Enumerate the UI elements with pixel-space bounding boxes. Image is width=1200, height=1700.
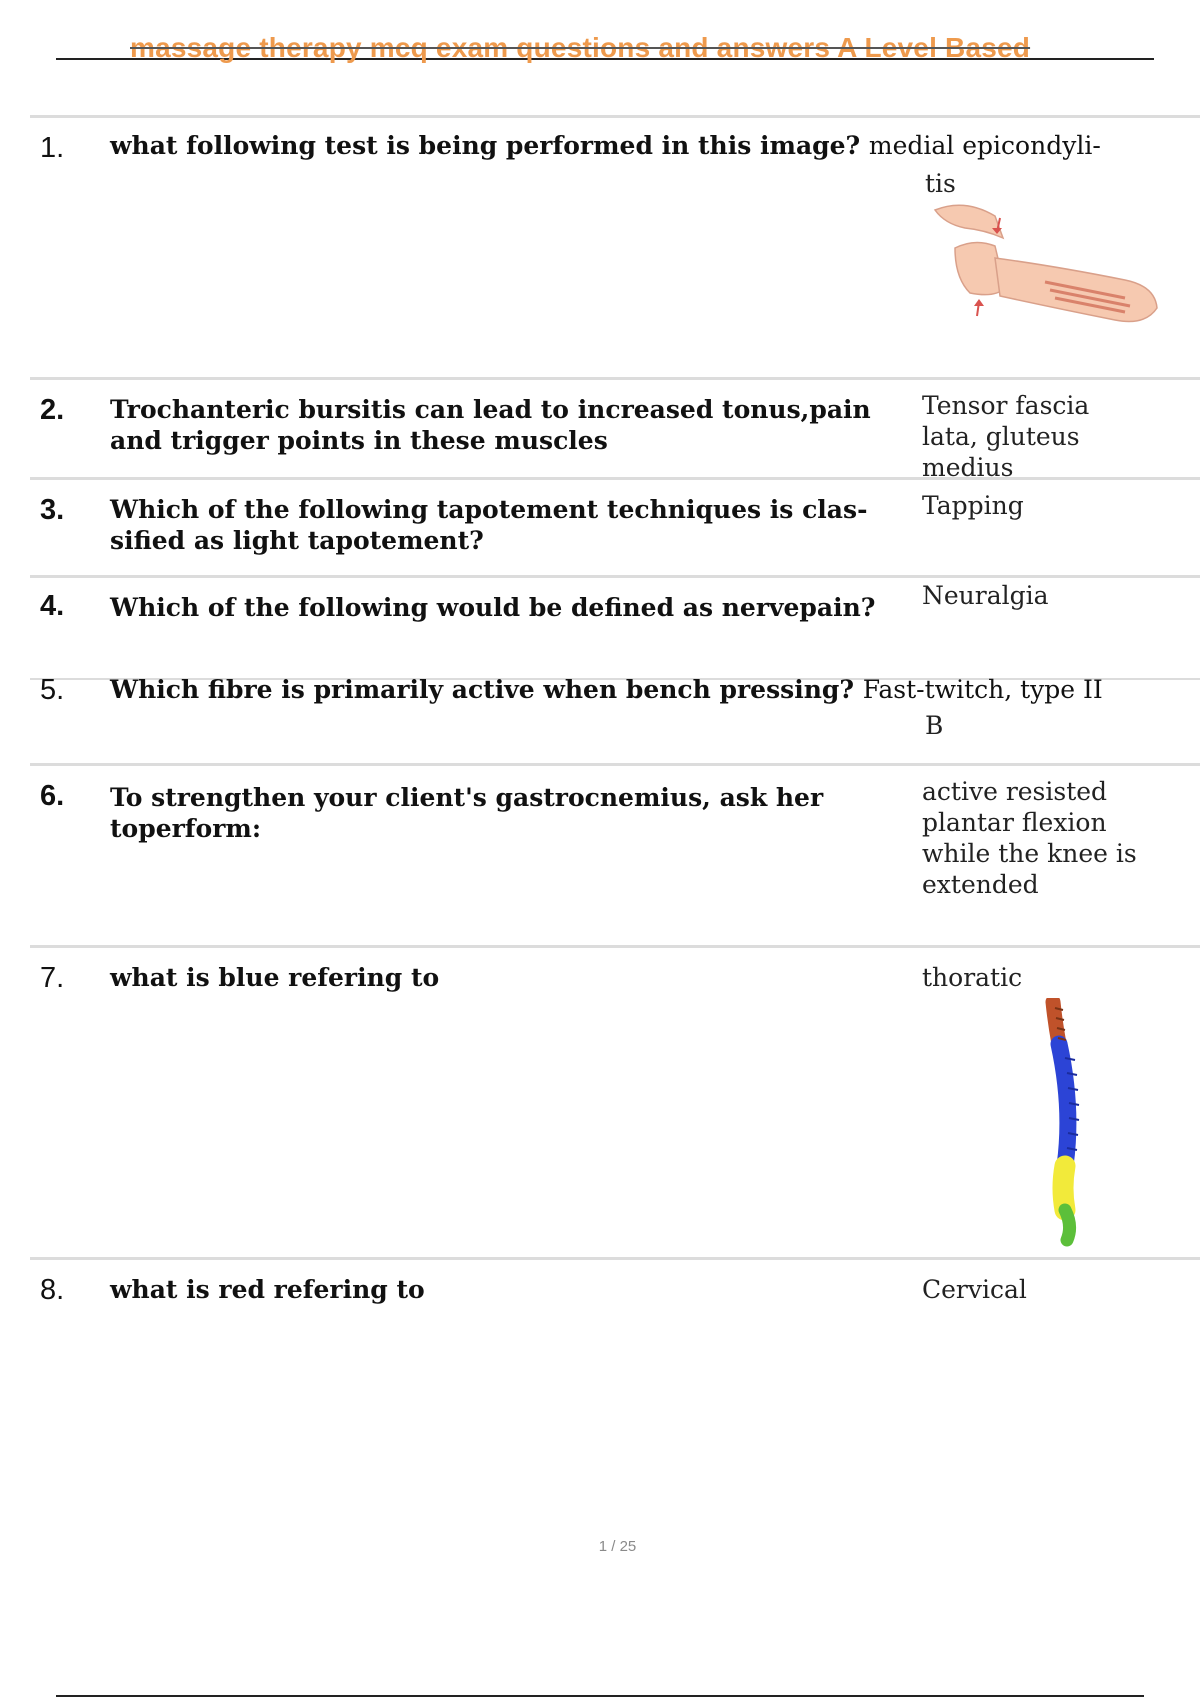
question-row-5 <box>30 674 1200 765</box>
question-text <box>110 130 1200 161</box>
answer-text: Neuralgia <box>922 581 1049 610</box>
question-number: 8. <box>40 1274 65 1306</box>
question-row-3 <box>30 477 1200 578</box>
question-number: 2. <box>40 394 65 426</box>
spine-icon <box>1015 998 1095 1248</box>
question-text <box>110 674 1200 705</box>
question-number: 1. <box>40 132 65 164</box>
document-title: massage therapy mcq exam questions and answers A Level Based <box>130 32 1031 63</box>
question-row-6 <box>30 763 1200 948</box>
question-text: what is blue refering to <box>110 963 440 992</box>
answer-text: active resisted plantar flexion while the knee is extended <box>922 777 1137 899</box>
page-indicator: 1 / 25 <box>598 1538 637 1555</box>
answer-text: Tapping <box>922 491 1024 520</box>
question-number: 4. <box>40 590 65 622</box>
question-row-4 <box>30 575 1200 681</box>
footer-rule <box>56 1695 1144 1697</box>
question-row-7 <box>30 945 1200 1260</box>
question-text: Which of the following would be defined as nervepain? <box>110 593 876 622</box>
answer-text: medial epicondyli- <box>868 131 1101 160</box>
answer-text: thoratic <box>922 963 1023 992</box>
question-row-8 <box>30 1257 1200 1460</box>
question-label: Which fibre is primarily active when bench pressing? <box>110 675 855 704</box>
question-row-1 <box>30 115 1200 380</box>
question-label: what following test is being performed in this image? <box>110 131 861 160</box>
answer-text: Tensor fascia lata, gluteus medius <box>922 391 1090 482</box>
question-text: To strengthen your client's gastrocnemius, ask her toperform: <box>110 783 824 843</box>
forearm-test-icon <box>925 198 1165 353</box>
question-number: 5. <box>40 674 65 706</box>
answer-text: Cervical <box>922 1275 1027 1304</box>
answer-text: Fast-twitch, type II <box>862 675 1103 704</box>
question-number: 7. <box>40 962 65 994</box>
question-text: Trochanteric bursitis can lead to increased tonus,pain and trigger points in these muscles <box>110 395 871 455</box>
answer-continuation: B <box>925 711 944 740</box>
answer-continuation: tis <box>925 169 956 198</box>
question-number: 3. <box>40 494 65 526</box>
question-text: what is red refering to <box>110 1275 425 1304</box>
question-number: 6. <box>40 780 65 812</box>
question-row-2 <box>30 377 1200 480</box>
question-text: Which of the following tapotement techniques is clas-sified as light tapotement? <box>110 495 868 555</box>
